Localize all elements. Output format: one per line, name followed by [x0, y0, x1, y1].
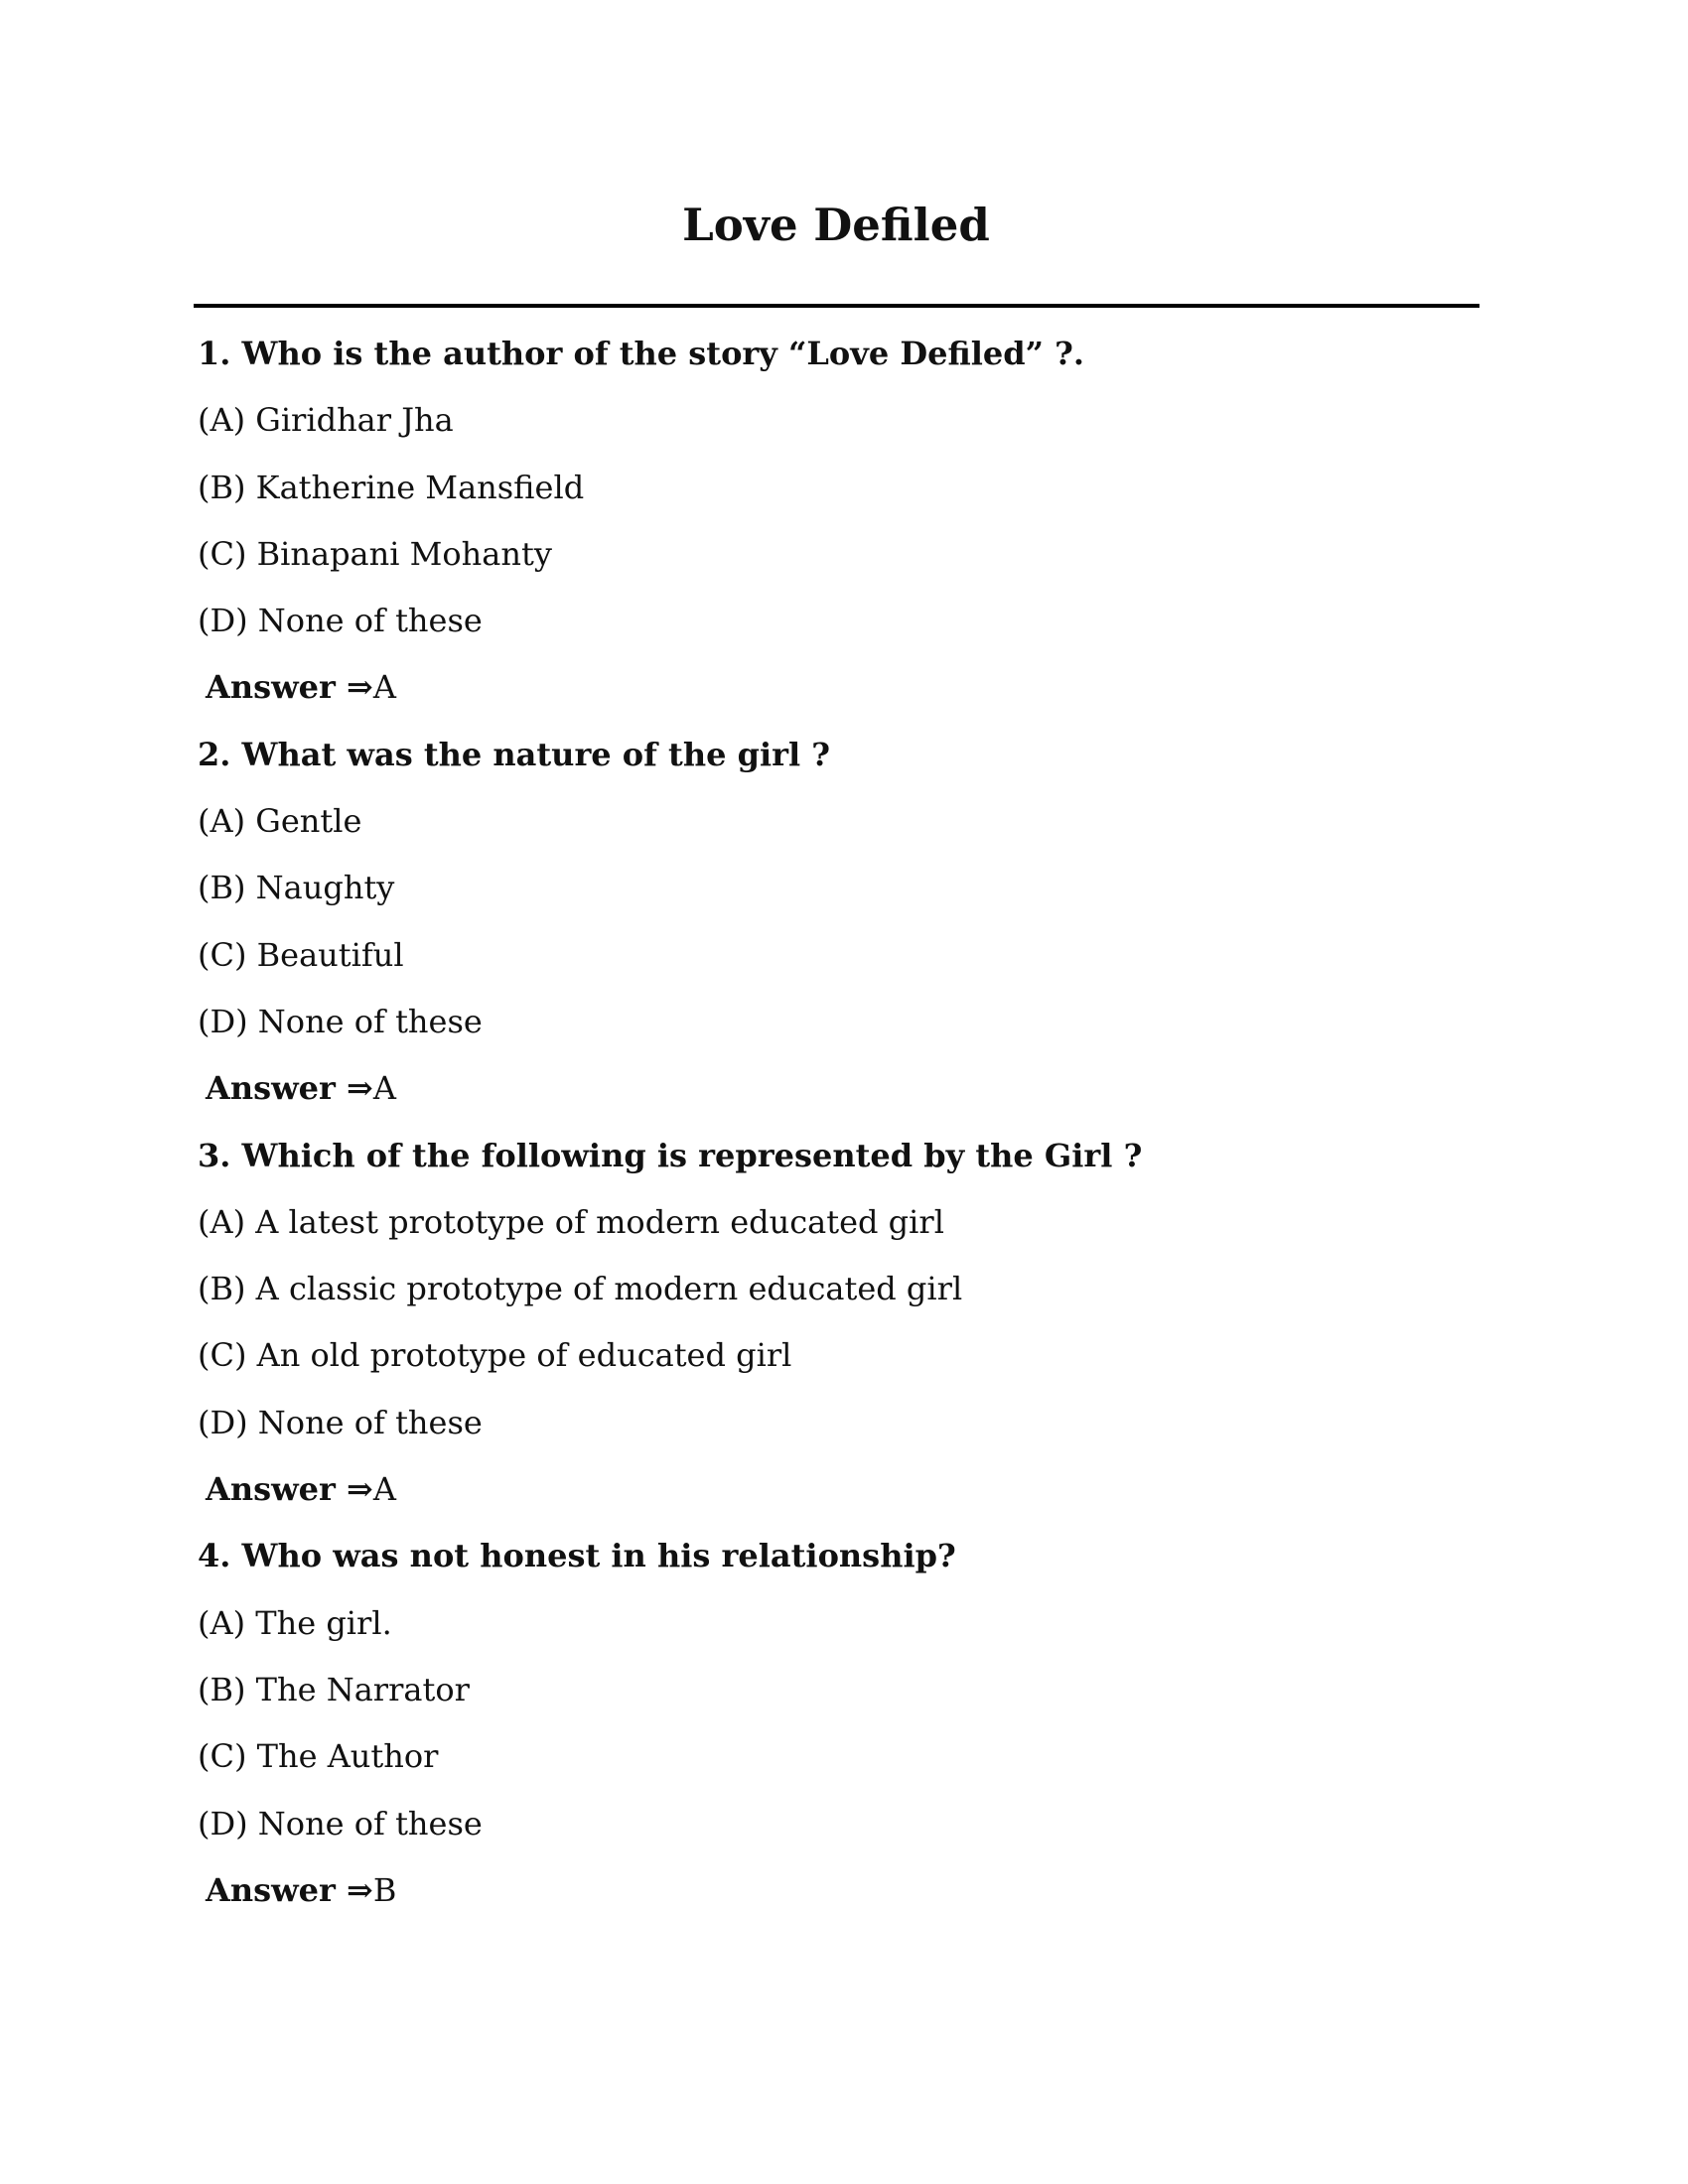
answer-4 [198, 1862, 1488, 1929]
option: (A) Giridhar Jha [198, 401, 454, 440]
answer-1 [198, 659, 1488, 726]
question-list [198, 326, 1488, 1929]
question-3: 3. Which of the following is represented by the Girl ? [198, 1136, 1143, 1174]
question-1: 1. Who is the author of the story “Love Defiled” ?. [198, 335, 1085, 372]
option: (B) Naughty [198, 869, 395, 907]
option: (D) None of these [198, 1804, 483, 1843]
answer-value: A [372, 1470, 396, 1509]
answer-value: A [372, 668, 396, 707]
answer-label: Answer ⇒ [206, 1870, 373, 1909]
option: (B) Katherine Mansfield [198, 468, 585, 506]
answer-value: B [372, 1870, 397, 1909]
page-title: Love Defiled [682, 199, 990, 251]
option: (C) Binapani Mohanty [198, 534, 552, 573]
question-4: 4. Who was not honest in his relationship? [198, 1537, 956, 1575]
option: (C) Beautiful [198, 935, 404, 974]
option: (C) An old prototype of educated girl [198, 1336, 792, 1375]
answer-label: Answer ⇒ [206, 1470, 373, 1509]
option: (A) The girl. [198, 1603, 392, 1642]
option: (A) Gentle [198, 802, 362, 841]
option: (B) A classic prototype of modern educated girl [198, 1270, 963, 1308]
title-divider [194, 304, 1479, 308]
option: (D) None of these [198, 1002, 483, 1040]
answer-label: Answer ⇒ [206, 1069, 373, 1108]
answer-3 [198, 1461, 1488, 1528]
answer-label: Answer ⇒ [206, 668, 373, 707]
option: (C) The Author [198, 1737, 439, 1776]
option: (D) None of these [198, 1403, 483, 1441]
answer-2 [198, 1060, 1488, 1127]
option: (A) A latest prototype of modern educated girl [198, 1202, 944, 1241]
answer-value: A [372, 1069, 396, 1108]
question-2: 2. What was the nature of the girl ? [198, 735, 831, 773]
option: (B) The Narrator [198, 1670, 470, 1708]
option: (D) None of these [198, 602, 483, 640]
